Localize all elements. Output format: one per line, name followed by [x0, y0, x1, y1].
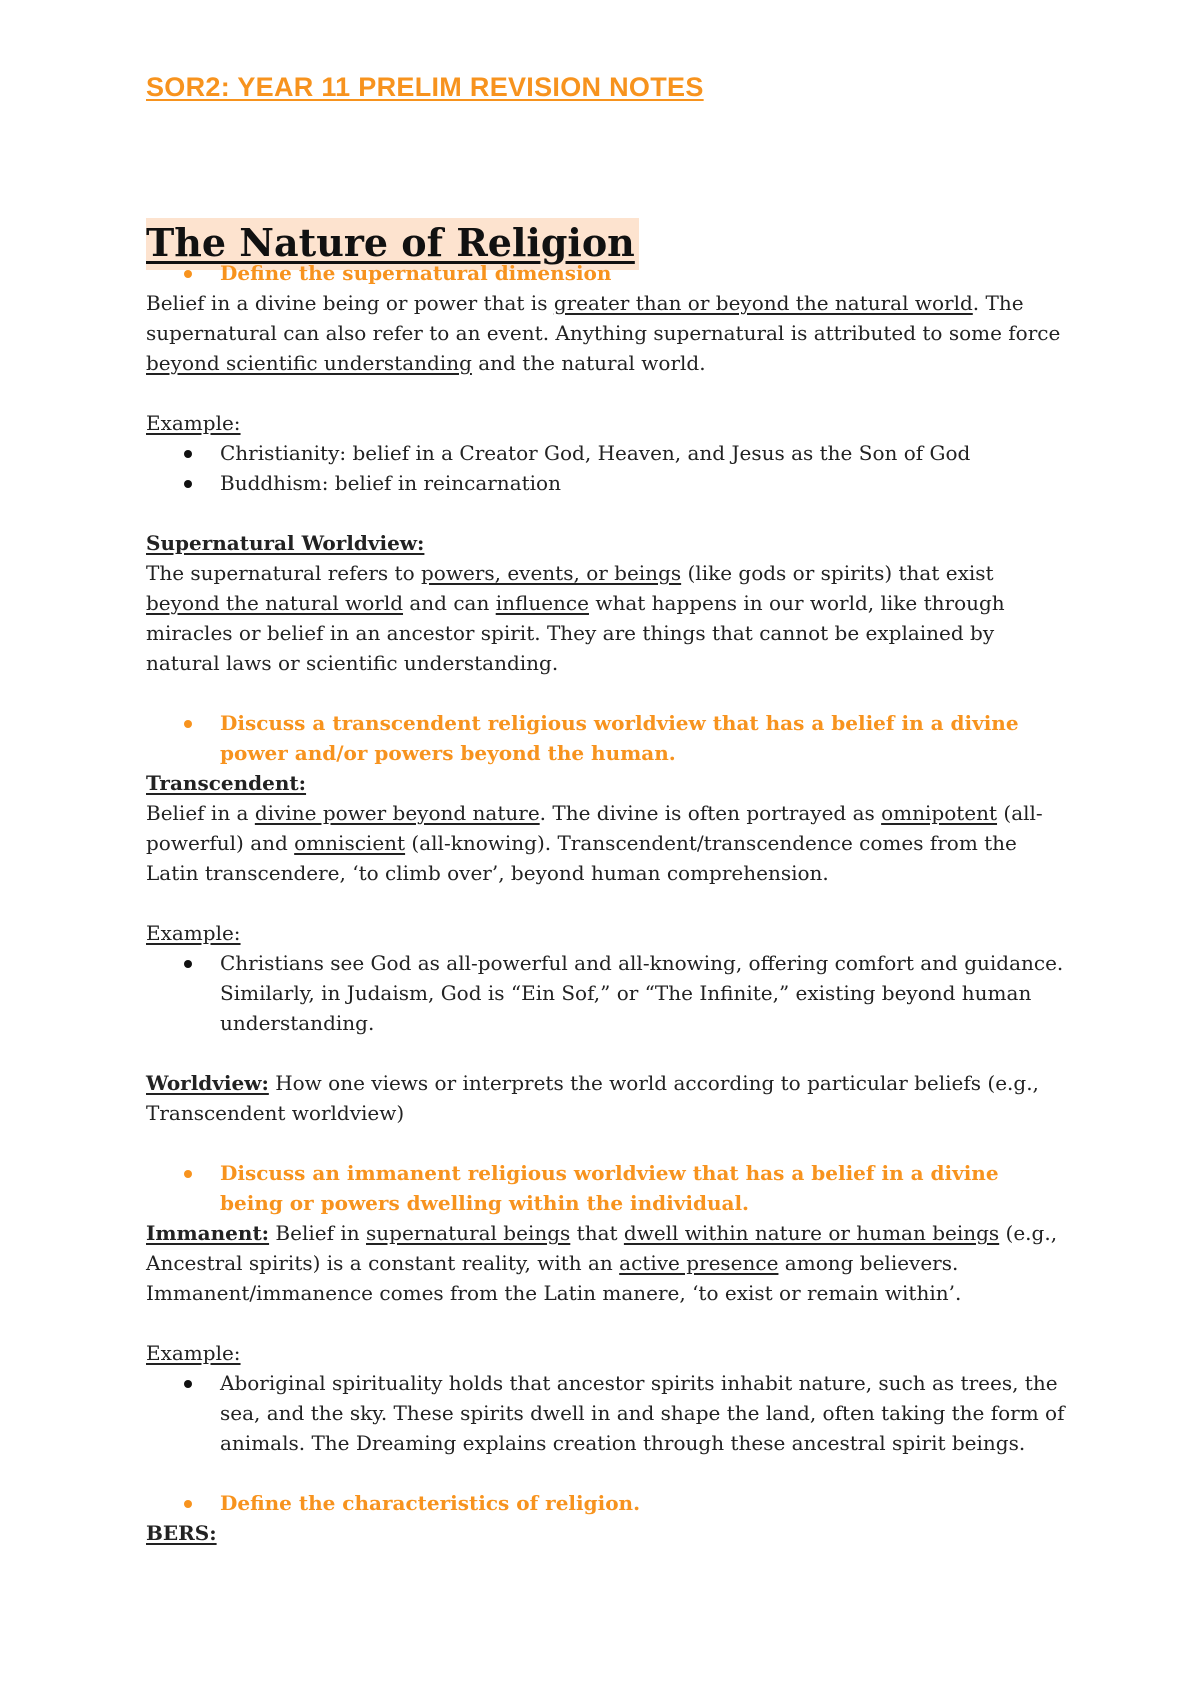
supernatural-worldview-label: Supernatural Worldview: — [146, 531, 425, 555]
notes-body — [146, 258, 1066, 1548]
question-text: Define the characteristics of religion. — [220, 1491, 641, 1515]
list-item: Christianity: belief in a Creator God, Heaven, and Jesus as the Son of God — [146, 438, 1066, 468]
example-label: Example: — [146, 1341, 241, 1365]
question-item — [146, 1488, 1066, 1518]
bullet-icon — [184, 1380, 192, 1388]
bullet-icon — [184, 450, 192, 458]
bullet-icon — [184, 1500, 192, 1508]
question-list — [146, 1158, 1066, 1218]
document-title: SOR2: YEAR 11 PRELIM REVISION NOTES — [146, 72, 704, 102]
example-label: Example: — [146, 921, 241, 945]
transcendent-text: Belief in a divine power beyond nature. The divine is often portrayed as omnipotent (all-powerful) and omniscient (all-knowing). Transcendent/transcendence comes from the Latin transcendere, ‘to climb over’, beyond human comprehension. — [146, 801, 1043, 885]
immanent-definition: Immanent: Belief in supernatural beings that dwell within nature or human beings (e.g., Ancestral spirits) is a constant reality, with an active presence among believers. Immanent/immanence comes from the Latin manere, ‘to exist or remain within’. — [146, 1221, 1058, 1305]
bullet-icon — [184, 720, 192, 728]
example-list — [146, 438, 1066, 498]
example-label: Example: — [146, 411, 241, 435]
example-list — [146, 948, 1066, 1038]
question-text: Discuss an immanent religious worldview that has a belief in a divine being or powers dwelling within the individual. — [220, 1161, 999, 1215]
question-list — [146, 708, 1066, 768]
bullet-icon — [184, 270, 192, 278]
question-text: Discuss a transcendent religious worldview that has a belief in a divine power and/or powers beyond the human. — [220, 711, 1019, 765]
bers-label: BERS: — [146, 1521, 217, 1545]
supernatural-worldview-text: The supernatural refers to powers, events, or beings (like gods or spirits) that exist beyond the natural world and can influence what happens in our world, like through miracles or belief in an ancestor spirit. They are things that cannot be explained by natural laws or scientific understanding. — [146, 561, 1005, 675]
section-heading: The Nature of Religion — [146, 218, 639, 270]
question-text: Define the supernatural dimension — [220, 261, 612, 285]
list-item: Buddhism: belief in reincarnation — [146, 468, 1066, 498]
question-item — [146, 1158, 1066, 1218]
transcendent-label: Transcendent: — [146, 771, 307, 795]
question-list — [146, 258, 1066, 288]
question-item — [146, 258, 1066, 288]
example-list — [146, 1368, 1066, 1458]
bullet-icon — [184, 480, 192, 488]
supernatural-definition: Belief in a divine being or power that is greater than or beyond the natural world. The supernatural can also refer to an event. Anything supernatural is attributed to some force beyond scientific understanding and the natural world. — [146, 291, 1061, 375]
list-item: Aboriginal spirituality holds that ancestor spirits inhabit nature, such as trees, the sea, and the sky. These spirits dwell in and shape the land, often taking the form of animals. The Dreaming explains creation through these ancestral spirit beings. — [146, 1368, 1066, 1458]
question-list — [146, 1488, 1066, 1518]
worldview-definition: Worldview: How one views or interprets the world according to particular beliefs (e.g., Transcendent worldview) — [146, 1071, 1039, 1125]
list-item: Christians see God as all-powerful and all-knowing, offering comfort and guidance. Similarly, in Judaism, God is “Ein Sof,” or “The Infinite,” existing beyond human understanding. — [146, 948, 1066, 1038]
question-item — [146, 708, 1066, 768]
bullet-icon — [184, 960, 192, 968]
bullet-icon — [184, 1170, 192, 1178]
